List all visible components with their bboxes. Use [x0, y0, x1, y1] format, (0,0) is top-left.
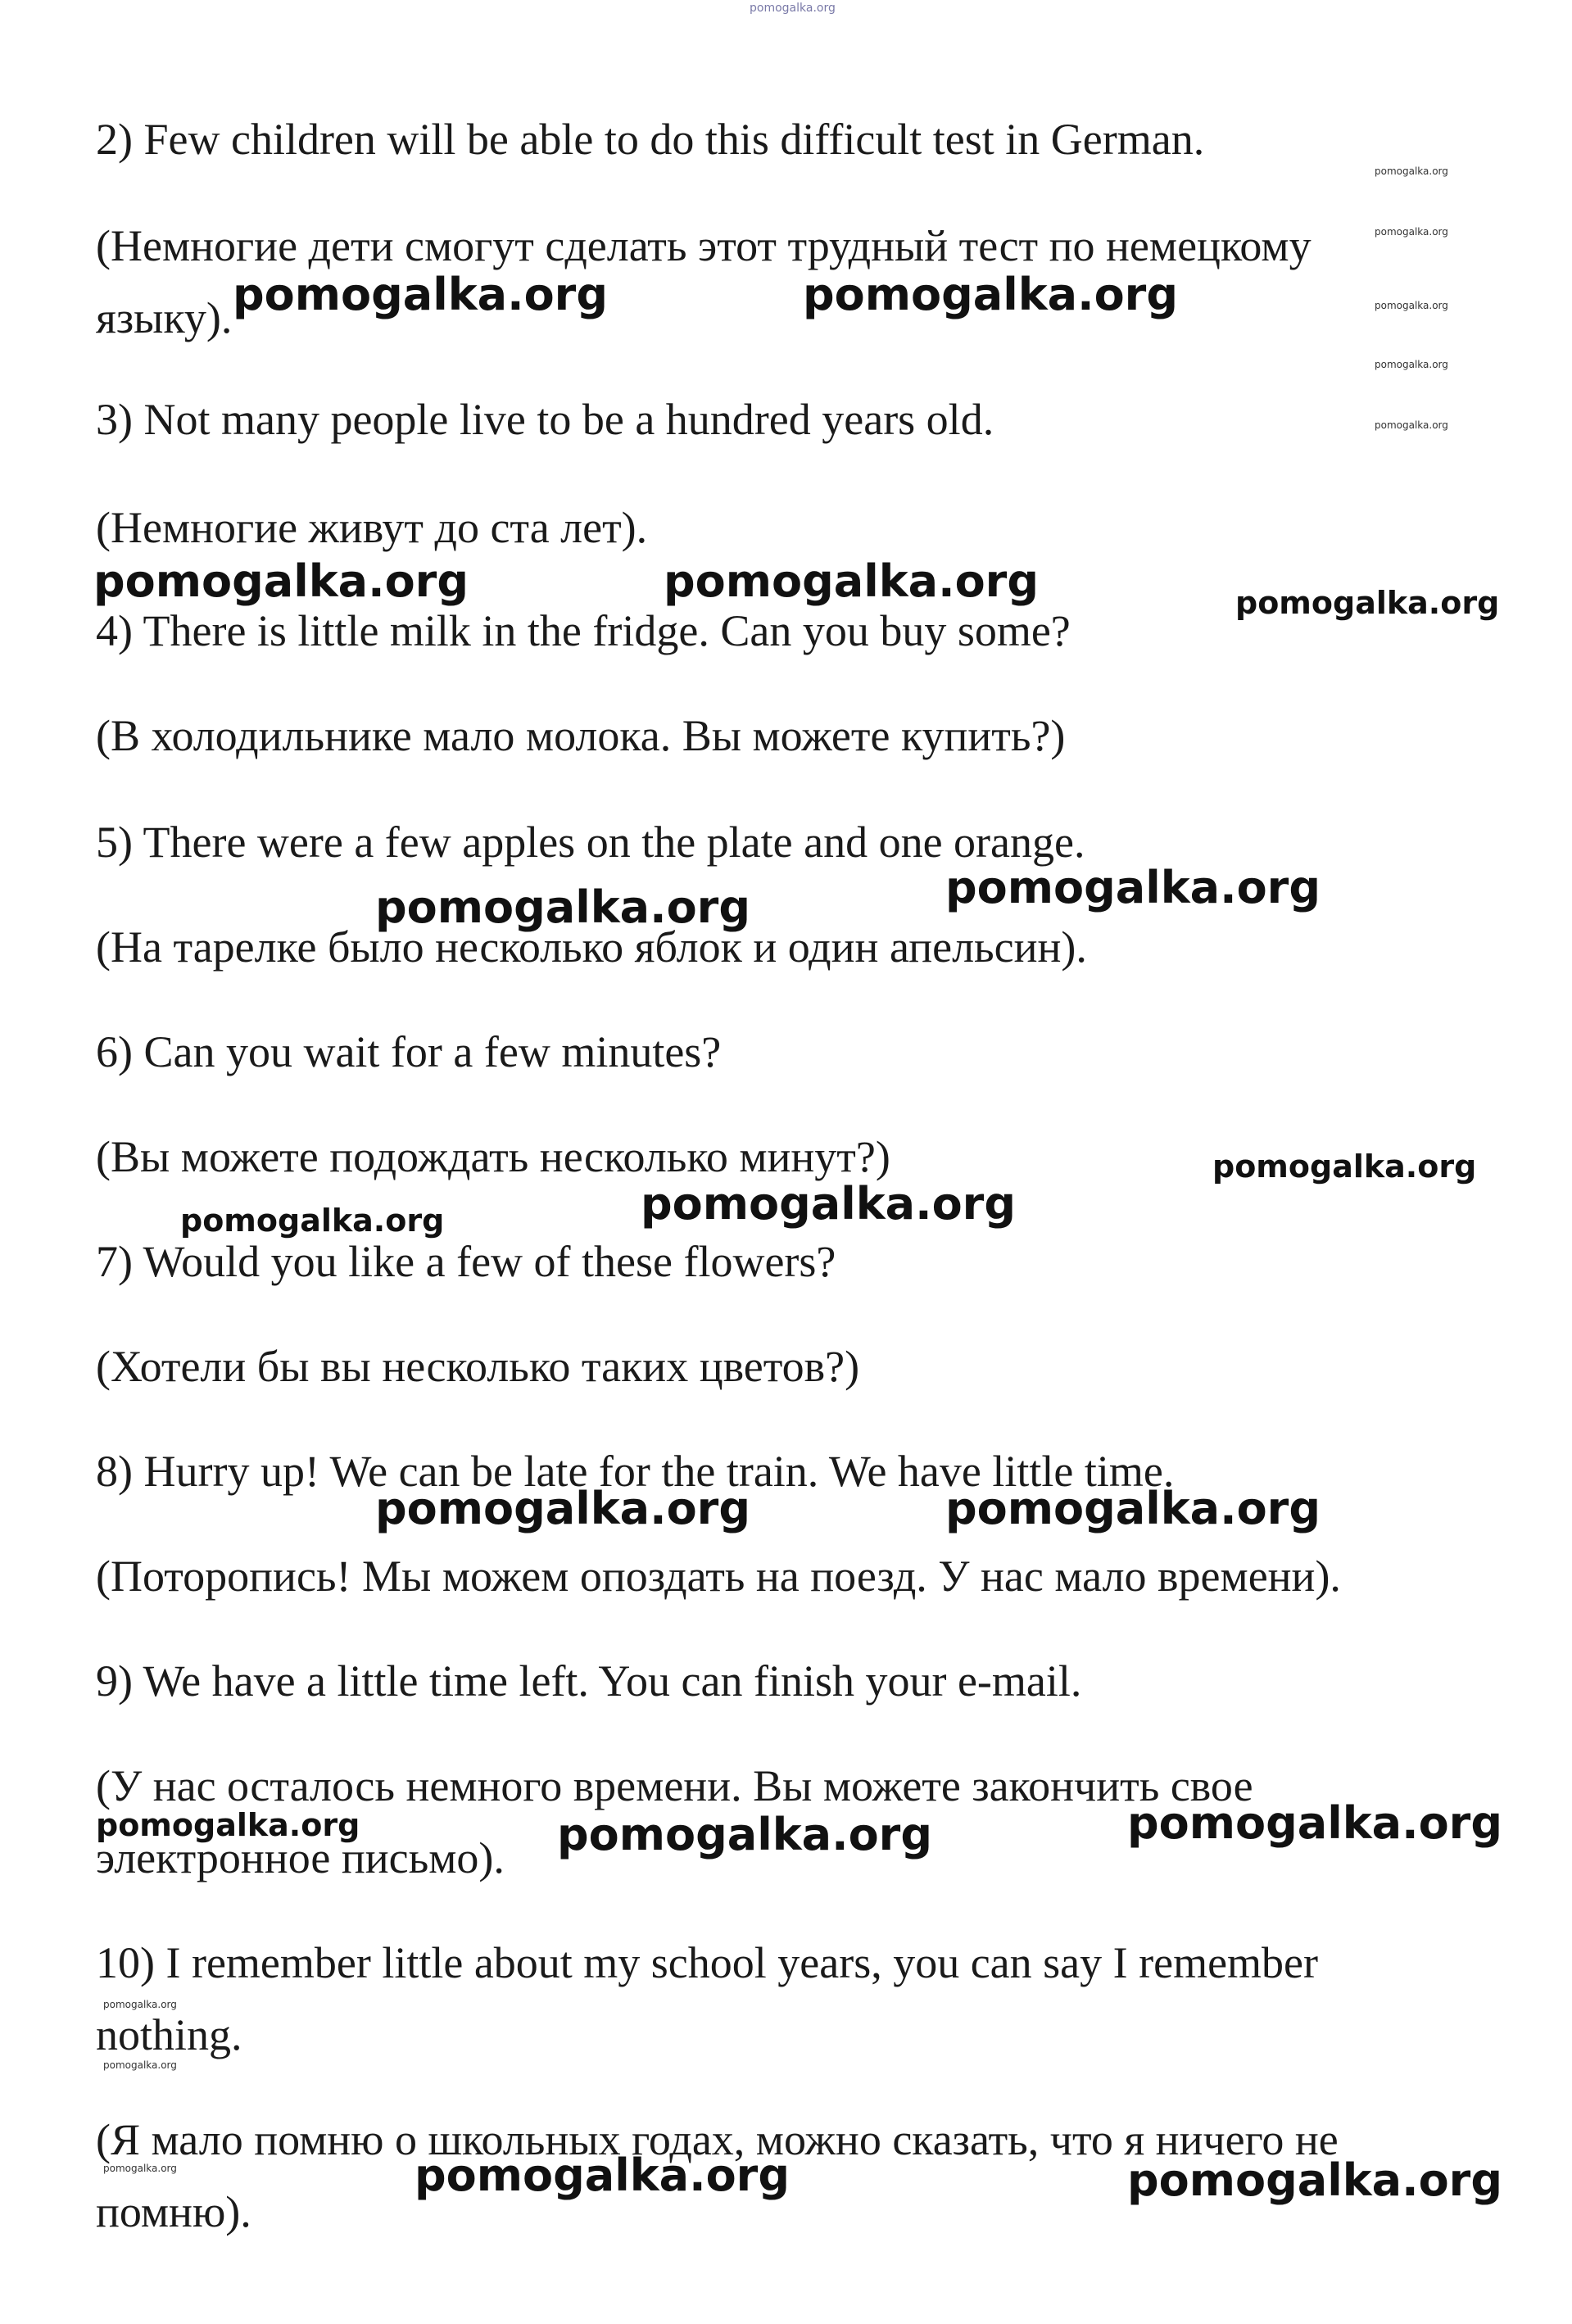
- item-9-english: 9) We have a little time left. You can finish your e-mail.: [96, 1656, 1082, 1706]
- watermark: pomogalka.org: [103, 2163, 177, 2174]
- watermark: pomogalka.org: [1375, 419, 1448, 431]
- watermark: pomogalka.org: [641, 1178, 1016, 1230]
- watermark: pomogalka.org: [557, 1809, 932, 1860]
- watermark: pomogalka.org: [1375, 300, 1448, 311]
- item-3-english: 3) Not many people live to be a hundred years old.: [96, 395, 994, 444]
- item-10-english-line-1: 10) I remember little about my school years, you can say I remember: [96, 1938, 1318, 1987]
- watermark: pomogalka.org: [1375, 165, 1448, 177]
- item-9-russian-line-1: (У нас осталось немного времени. Вы можете закончить свое: [96, 1761, 1253, 1810]
- watermark: pomogalka.org: [664, 555, 1039, 607]
- watermark: pomogalka.org: [180, 1203, 445, 1239]
- watermark: pomogalka.org: [1127, 1797, 1502, 1849]
- item-7-english: 7) Would you like a few of these flowers?: [96, 1237, 836, 1286]
- watermark: pomogalka.org: [233, 269, 608, 320]
- item-6-russian: (Вы можете подождать несколько минут?): [96, 1132, 890, 1181]
- watermark: pomogalka.org: [103, 1999, 177, 2010]
- watermark: pomogalka.org: [1375, 359, 1448, 370]
- item-8-english: 8) Hurry up! We can be late for the train. We have little time.: [96, 1447, 1175, 1496]
- watermark: pomogalka.org: [945, 862, 1321, 913]
- watermark: pomogalka.org: [96, 1807, 360, 1843]
- item-7-russian: (Хотели бы вы несколько таких цветов?): [96, 1342, 860, 1391]
- watermark: pomogalka.org: [375, 881, 750, 933]
- item-3-russian: (Немногие живут до ста лет).: [96, 503, 648, 552]
- item-5-russian: (На тарелке было несколько яблок и один апельсин).: [96, 922, 1087, 972]
- watermark: pomogalka.org: [1235, 585, 1500, 621]
- item-2-russian-line-2: языку).: [96, 293, 233, 342]
- item-5-english: 5) There were a few apples on the plate and one orange.: [96, 818, 1085, 867]
- watermark: pomogalka.org: [945, 1483, 1321, 1534]
- item-2-english: 2) Few children will be able to do this difficult test in German.: [96, 115, 1205, 164]
- item-10-english-line-2: nothing.: [96, 2010, 242, 2059]
- watermark: pomogalka.org: [415, 2150, 790, 2201]
- watermark: pomogalka.org: [103, 2059, 177, 2071]
- item-4-english: 4) There is little milk in the fridge. Can you buy some?: [96, 606, 1071, 655]
- watermark: pomogalka.org: [1212, 1148, 1477, 1185]
- item-10-russian-line-1: (Я мало помню о школьных годах, можно сказать, что я ничего не: [96, 2115, 1339, 2164]
- item-8-russian: (Поторопись! Мы можем опоздать на поезд. У нас мало времени).: [96, 1552, 1341, 1601]
- item-4-russian: (В холодильнике мало молока. Вы можете купить?): [96, 711, 1066, 760]
- item-6-english: 6) Can you wait for a few minutes?: [96, 1027, 722, 1076]
- item-2-russian-line-1: (Немногие дети смогут сделать этот трудный тест по немецкому: [96, 221, 1312, 270]
- watermark: pomogalka.org: [1127, 2154, 1502, 2206]
- watermark: pomogalka.org: [803, 269, 1178, 320]
- watermark: pomogalka.org: [93, 555, 469, 607]
- site-watermark-top: pomogalka.org: [750, 2, 836, 15]
- watermark: pomogalka.org: [375, 1483, 750, 1534]
- item-10-russian-line-2: помню).: [96, 2187, 251, 2236]
- item-9-russian-line-2: электронное письмо).: [96, 1833, 505, 1882]
- watermark: pomogalka.org: [1375, 226, 1448, 238]
